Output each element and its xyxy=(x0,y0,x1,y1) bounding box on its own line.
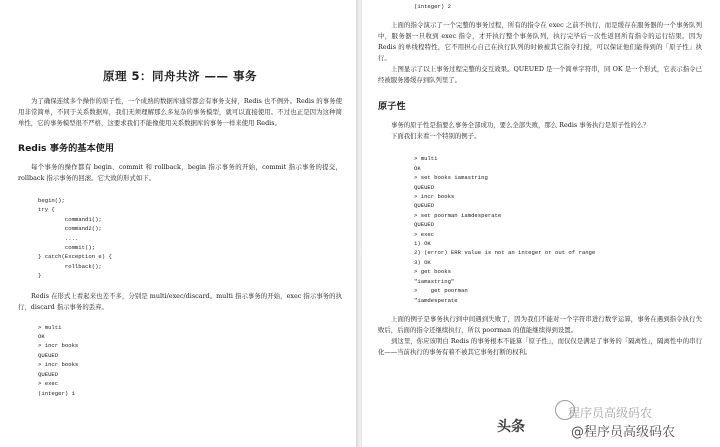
code-line: command2(); xyxy=(38,225,102,233)
code-line: commit(); xyxy=(38,244,96,252)
code-line: QUEUED xyxy=(38,351,59,359)
code-line: try { xyxy=(38,206,55,214)
atomicity-question-paragraph: 事务的原子性是指要么事务全部成功，要么全部失败，那么 Redis 事务执行是原子性的么？ xyxy=(391,121,650,130)
example-intro-paragraph: 下面我们来看一个特别的例子。 xyxy=(391,132,481,141)
code-line: 2) (error) ERR value is not an integer or out of range xyxy=(414,249,596,257)
code-line: command1(); xyxy=(38,215,102,223)
code-line: (integer) 1 xyxy=(38,389,75,397)
code-line: > set poorman iamdesperate xyxy=(414,211,502,219)
code-line: > set books iamastring xyxy=(414,174,488,182)
code-line: > exec xyxy=(414,230,435,238)
right-page xyxy=(362,0,720,447)
code-block-atomicity xyxy=(414,154,702,305)
code-line: QUEUED xyxy=(414,202,435,210)
code-line: > get books xyxy=(414,268,451,276)
code-line: begin(); xyxy=(38,197,65,204)
chapter-title: 原理 5：同舟共济 —— 事务 xyxy=(102,69,257,83)
code-line: OK xyxy=(38,333,45,341)
code-line: "iamastring" xyxy=(414,277,455,285)
watermark-author: @程序员高级码农 xyxy=(571,425,676,440)
intro-paragraph: 为了确保连续多个操作的原子性，一个成熟的数据库通常都会有事务支持，Redis 也不例外。Redis 的事务使用非常简单，不同于关系数据库，我们无须理解那么多复杂的事务模型，就可以直接使用。不过也正是因为这种简单性，它的事务模型很不严格，这要求我们不能像使用关系数据库的事务一样来使用 Redis。 xyxy=(18,97,342,127)
code-line: } xyxy=(38,272,42,280)
code-line: QUEUED xyxy=(38,370,59,378)
code-line-top: (integer) 2 xyxy=(414,3,451,10)
code-line: > exec xyxy=(38,380,59,388)
code-line: > incr books xyxy=(38,342,79,350)
code-line: "iamdesperate xyxy=(414,296,458,304)
code-block-generic xyxy=(38,196,342,281)
transaction-flow-paragraph: 上面的指令演示了一个完整的事务过程，所有的指令在 exec 之前不执行，而是缓存在服务器的一个事务队列中，服务器一旦收到 exec 指令，才开执行整个事务队列，执行完毕后一次性返回所有指令的运行结果。因为 Redis 的单线程特性，它不用担心自己在执行队列的时候被其它指令打搅，可以保证他们能得到的「原子性」执行。 xyxy=(378,21,702,63)
code-line: } catch(Exception e) { xyxy=(38,253,112,261)
code-line: > incr books xyxy=(414,193,455,201)
code-block-redis xyxy=(38,323,342,398)
code-line: QUEUED xyxy=(414,183,435,191)
section-heading-atomicity: 原子性 xyxy=(378,101,406,113)
code-line: > get poorman xyxy=(414,287,468,295)
watermark-toutiao: 头条 xyxy=(497,419,525,435)
multi-paragraph: Redis 在形式上看起来也差不多，分别是 multi/exec/discard。multi 指示事务的开始，exec 指示事务的执行，discard 指示事务的丢弃。 xyxy=(18,291,342,311)
conclusion-paragraph: 到这里，你应该明白 Redis 的事务根本不能算「原子性」，而仅仅是满足了事务的「隔离性」，隔离性中的串行化——当前执行的事务有着不被其它事务打断的权利。 xyxy=(378,336,702,356)
code-line: > multi xyxy=(414,155,438,163)
code-line: OK xyxy=(414,164,421,172)
section-heading-usage: Redis 事务的基本使用 xyxy=(18,143,115,154)
code-line: > incr books xyxy=(38,361,79,369)
code-line: .... xyxy=(38,234,79,242)
left-page xyxy=(0,0,358,447)
code-line: rollback(); xyxy=(38,262,102,270)
failure-explanation-paragraph: 上面的例子是事务执行到中间遇到失败了，因为我们不能对一个字符串进行数学运算，事务在遇到指令执行失败后，后面的指令还继续执行，所以 poorman 的值能继续得到设置。 xyxy=(378,314,702,334)
code-line: 3) OK xyxy=(414,258,431,266)
code-line: QUEUED xyxy=(414,221,435,229)
watermark-logo-icon xyxy=(555,400,575,420)
code-line: > multi xyxy=(38,323,62,331)
usage-paragraph: 每个事务的操作都有 begin、commit 和 rollback，begin 指示事务的开始，commit 指示事务的提交，rollback 指示事务的回滚。它大致的形式如下。 xyxy=(18,163,342,182)
queued-paragraph: 上图显示了以上事务过程完整的交互效果。QUEUED 是一个简单字符串，同 OK 是一个形式，它表示指令已经被服务器缓存到队列里了。 xyxy=(378,65,702,85)
code-line: 1) OK xyxy=(414,240,431,248)
watermark-author-faint: 程序员高级码农 xyxy=(568,406,653,420)
